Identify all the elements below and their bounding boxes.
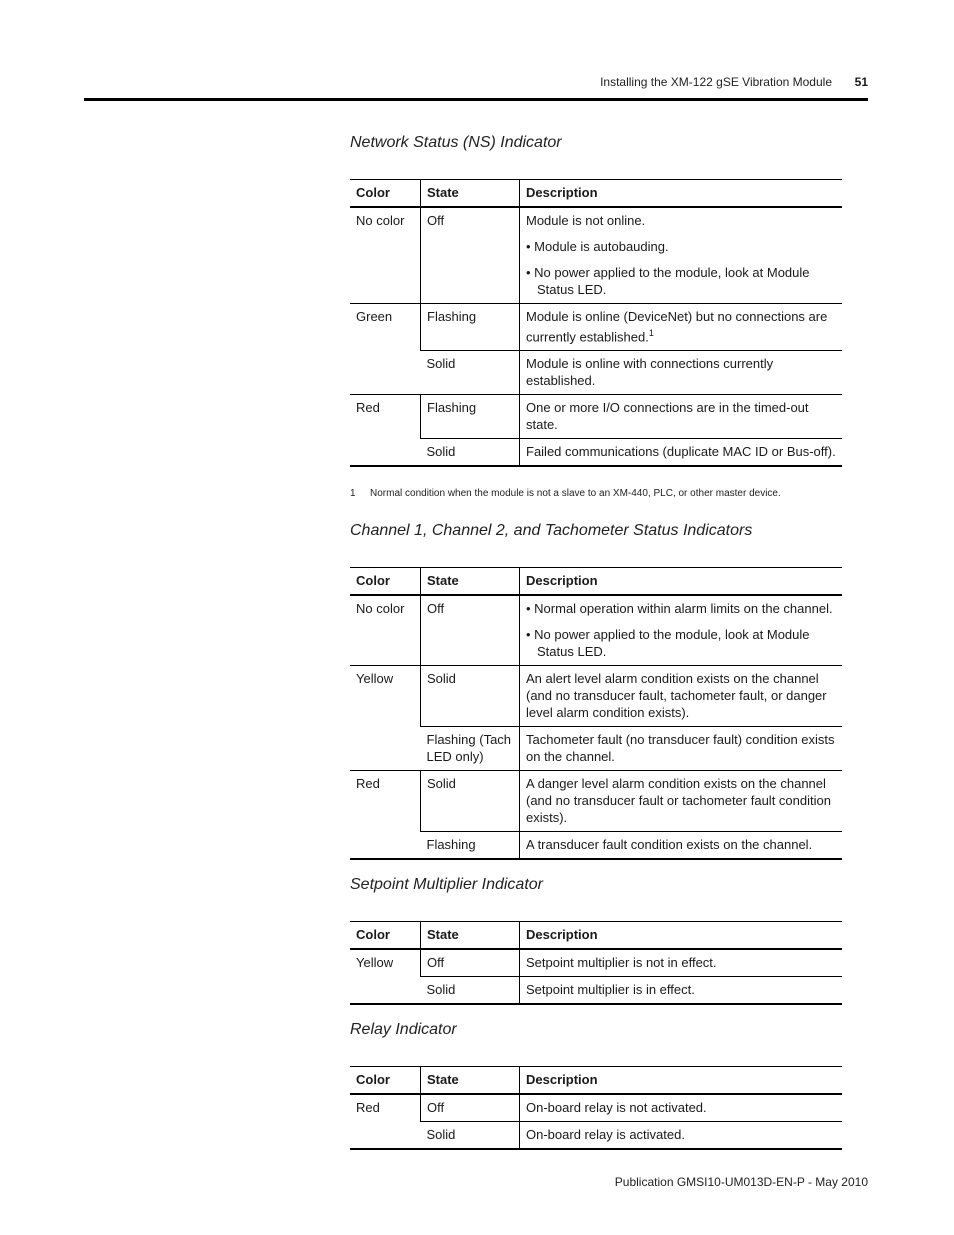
- table-row: [350, 207, 842, 304]
- description-cell: Tachometer fault (no transducer fault) condition exists on the channel.: [520, 727, 843, 771]
- state-cell: Solid: [421, 351, 520, 395]
- description-cell: [520, 207, 843, 304]
- col-header-color: Color: [350, 922, 421, 950]
- description-text: Module is online (DeviceNet) but no connections are currently established.: [526, 309, 828, 345]
- setpoint-section-title: Setpoint Multiplier Indicator: [350, 876, 543, 893]
- col-header-description: Description: [520, 922, 843, 950]
- description-cell: Module is online with connections currently established.: [520, 351, 843, 395]
- table-row: [350, 1122, 842, 1150]
- channel-table: [350, 567, 842, 860]
- color-cell: Green: [350, 304, 421, 395]
- description-cell: Failed communications (duplicate MAC ID or Bus-off).: [520, 439, 843, 467]
- color-cell: Red: [350, 395, 421, 467]
- relay-section-title: Relay Indicator: [350, 1021, 457, 1038]
- ns-section-title: Network Status (NS) Indicator: [350, 134, 562, 151]
- description-cell: On-board relay is not activated.: [520, 1094, 843, 1122]
- state-cell: Off: [421, 1094, 520, 1122]
- col-header-color: Color: [350, 568, 421, 596]
- col-header-color: Color: [350, 180, 421, 208]
- description-bullet: • Normal operation within alarm limits on the channel.: [526, 601, 833, 616]
- state-cell: Flashing: [421, 395, 520, 439]
- table-header-row: [350, 568, 842, 596]
- table-row: [350, 304, 842, 351]
- description-cell: Setpoint multiplier is not in effect.: [520, 949, 843, 977]
- running-title: Installing the XM-122 gSE Vibration Module: [600, 75, 832, 89]
- state-cell: Solid: [421, 439, 520, 467]
- description-cell: One or more I/O connections are in the timed-out state.: [520, 395, 843, 439]
- publication-footer: Publication GMSI10-UM013D-EN-P - May 2010: [614, 1175, 868, 1189]
- state-cell: Solid: [421, 666, 520, 727]
- footnote-mark: 1: [350, 488, 356, 499]
- color-cell: No color: [350, 207, 421, 304]
- description-cell: Setpoint multiplier is in effect.: [520, 977, 843, 1005]
- table-row: [350, 395, 842, 439]
- col-header-state: State: [421, 1067, 520, 1095]
- color-cell: No color: [350, 595, 421, 666]
- table-row: [350, 771, 842, 832]
- col-header-state: State: [421, 922, 520, 950]
- description-bullet: • No power applied to the module, look at Module Status LED.: [526, 627, 810, 659]
- footnote-ref: 1: [648, 328, 654, 338]
- description-cell: A transducer fault condition exists on the channel.: [520, 832, 843, 860]
- description-bullet: • Module is autobauding.: [526, 239, 669, 254]
- ns-table: [350, 179, 842, 467]
- color-cell: Yellow: [350, 666, 421, 771]
- table-row: [350, 977, 842, 1005]
- footnote-text: Normal condition when the module is not a slave to an XM-440, PLC, or other master device.: [370, 488, 781, 499]
- page-header: [84, 70, 868, 101]
- relay-table: [350, 1066, 842, 1150]
- channel-section-title: Channel 1, Channel 2, and Tachometer Status Indicators: [350, 522, 753, 539]
- col-header-description: Description: [520, 180, 843, 208]
- col-header-state: State: [421, 180, 520, 208]
- description-cell: On-board relay is activated.: [520, 1122, 843, 1150]
- col-header-description: Description: [520, 568, 843, 596]
- table-header-row: [350, 1067, 842, 1095]
- table-row: [350, 595, 842, 666]
- table-row: [350, 727, 842, 771]
- setpoint-table: [350, 921, 842, 1005]
- col-header-description: Description: [520, 1067, 843, 1095]
- color-cell: Red: [350, 1094, 421, 1149]
- table-row: [350, 949, 842, 977]
- description-text: Module is not online.: [526, 213, 646, 228]
- color-cell: Yellow: [350, 949, 421, 1004]
- col-header-state: State: [421, 568, 520, 596]
- state-cell: Off: [421, 595, 520, 666]
- state-cell: Solid: [421, 771, 520, 832]
- page-number: 51: [854, 75, 868, 89]
- state-cell: Solid: [421, 1122, 520, 1150]
- state-cell: Flashing (Tach LED only): [421, 727, 520, 771]
- state-cell: Off: [421, 949, 520, 977]
- description-cell: [520, 304, 843, 351]
- state-cell: Flashing: [421, 832, 520, 860]
- table-row: [350, 1094, 842, 1122]
- state-cell: Flashing: [421, 304, 520, 351]
- color-cell: Red: [350, 771, 421, 860]
- description-cell: An alert level alarm condition exists on the channel (and no transducer fault, tachometer fault, or danger level alarm condition exists).: [520, 666, 843, 727]
- state-cell: Solid: [421, 977, 520, 1005]
- table-header-row: [350, 180, 842, 208]
- description-cell: A danger level alarm condition exists on the channel (and no transducer fault or tachometer fault condition exists).: [520, 771, 843, 832]
- footnote: [350, 488, 781, 499]
- table-row: [350, 439, 842, 467]
- state-cell: Off: [421, 207, 520, 304]
- description-bullet: • No power applied to the module, look at Module Status LED.: [526, 265, 810, 297]
- col-header-color: Color: [350, 1067, 421, 1095]
- table-row: [350, 351, 842, 395]
- description-cell: [520, 595, 843, 666]
- table-row: [350, 666, 842, 727]
- table-header-row: [350, 922, 842, 950]
- table-row: [350, 832, 842, 860]
